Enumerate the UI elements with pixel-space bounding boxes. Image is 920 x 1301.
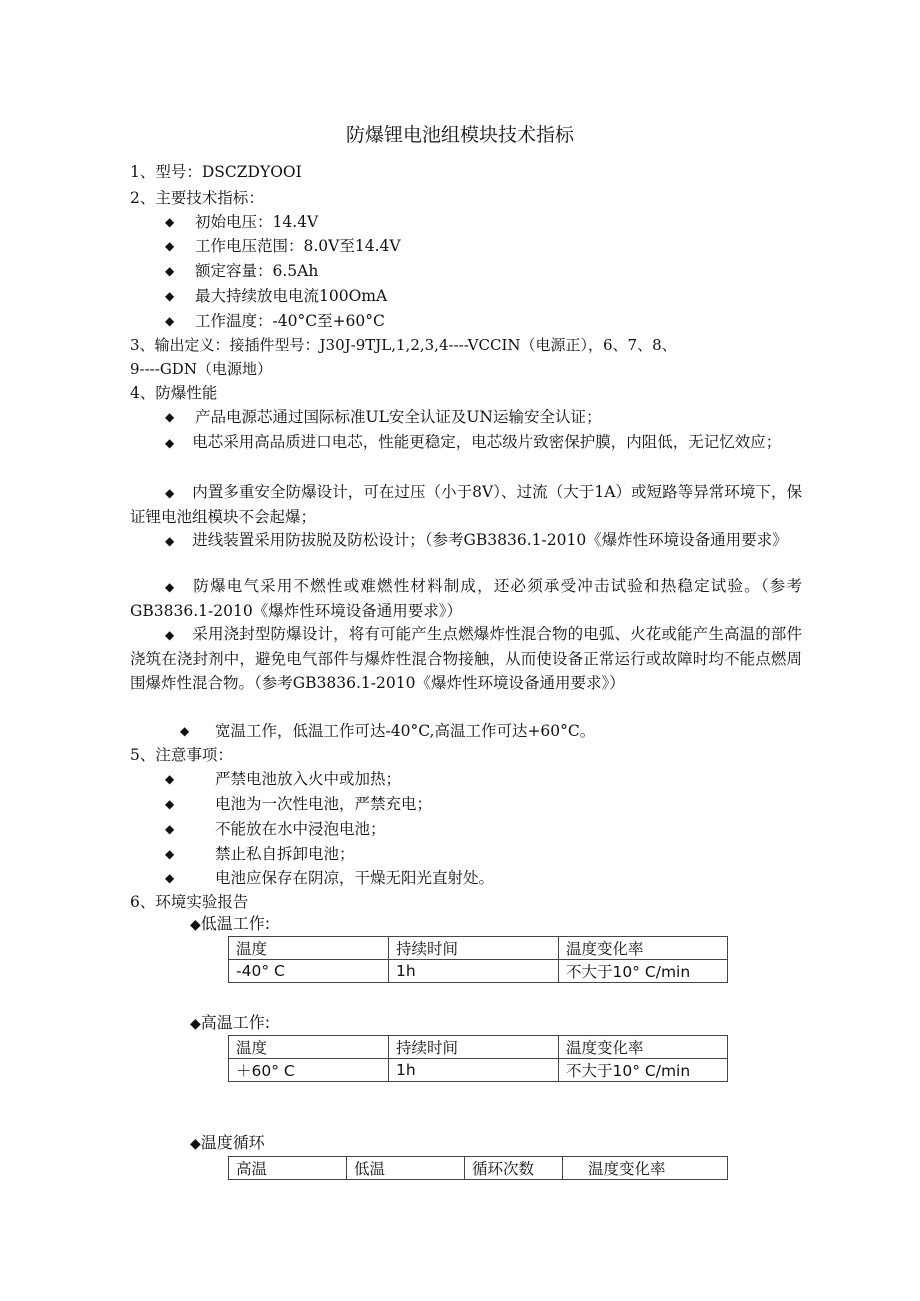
table-header-row [229, 1157, 728, 1180]
note-item: 电池为一次性电池，严禁充电； [215, 795, 433, 813]
performance-text: 电芯采用高品质进口电芯，性能更稳定，电芯级片致密保护膜，内阻低，无记忆效应； [192, 433, 782, 451]
note-item: 电池应保存在阴凉，干燥无阳光直射处。 [215, 869, 495, 887]
diamond-icon: ◆ [165, 822, 175, 836]
table-header-cell: 温度变化率 [559, 937, 728, 960]
note-item: 严禁电池放入火中或加热； [215, 770, 402, 788]
diamond-icon: ◆ [190, 1136, 201, 1152]
diamond-icon: ◆ [165, 628, 175, 642]
page-title: 防爆锂电池组模块技术指标 [345, 124, 574, 146]
cycle-table [228, 1156, 728, 1180]
table-header-cell: 低温 [347, 1157, 465, 1180]
low-temp-heading-text: 低温工作: [200, 914, 271, 933]
table-header-row [229, 1036, 728, 1059]
performance-item [130, 574, 802, 623]
table-row [229, 1059, 728, 1082]
table-header-cell: 持续时间 [389, 937, 559, 960]
high-temp-table [228, 1035, 728, 1082]
cycle-heading [190, 1131, 265, 1156]
table-header-cell: 温度变化率 [559, 1036, 728, 1059]
table-cell: ＋60° C [229, 1059, 389, 1082]
spec-item: 初始电压：14.4V [195, 213, 319, 231]
table-header-cell: 循环次数 [465, 1157, 563, 1180]
table-header-row [229, 937, 728, 960]
performance-text: 采用浇封型防爆设计，将有可能产生点燃爆炸性混合物的电弧、火花或能产生高温的部件浇筑在浇封剂中，避免电气部件与爆炸性混合物接触，从而使设备正常运行或故障时均不能点燃周围爆炸性混合物。（参考GB3836.1-2010《爆炸性环境设备通用要求》） [130, 625, 802, 692]
performance-item [130, 528, 802, 553]
diamond-icon: ◆ [165, 534, 175, 548]
table-cell: 不大于10° C/min [559, 1059, 728, 1082]
spec-item: 工作温度：-40°C至+60°C [195, 312, 385, 330]
diamond-icon: ◆ [165, 289, 175, 303]
note-item: 禁止私自拆卸电池； [215, 845, 355, 863]
performance-text: 进线装置采用防拔脱及防松设计；（参考GB3836.1-2010《爆炸性环境设备通用要求》 [192, 531, 788, 549]
performance-item: 宽温工作，低温工作可达-40°C,高温工作可达+60°C。 [215, 722, 596, 740]
table-header-cell: 高温 [229, 1157, 347, 1180]
diamond-icon: ◆ [165, 239, 175, 253]
diamond-icon: ◆ [165, 215, 175, 229]
table-cell: 不大于10° C/min [559, 960, 728, 983]
section-explosion-heading: 4、防爆性能 [130, 384, 218, 402]
performance-item: 产品电源芯通过国际标准UL安全认证及UN运输安全认证； [195, 408, 602, 426]
diamond-icon: ◆ [165, 871, 175, 885]
section-specs-heading: 2、主要技术指标： [130, 189, 264, 207]
diamond-icon: ◆ [165, 797, 175, 811]
diamond-icon: ◆ [165, 486, 175, 500]
performance-item [130, 480, 802, 529]
high-temp-heading [190, 1011, 270, 1036]
spec-item: 最大持续放电电流100OmA [195, 287, 388, 305]
section-output-line1: 3、输出定义：接插件型号：J30J-9TJL,1,2,3,4----VCCIN（电源正），6、7、8、 [130, 336, 677, 354]
table-header-cell: 温度 [229, 1036, 389, 1059]
table-header-cell: 持续时间 [389, 1036, 559, 1059]
diamond-icon: ◆ [165, 436, 175, 450]
performance-text: 内置多重安全防爆设计，可在过压（小于8V）、过流（大于1A）或短路等异常环境下，保证锂电池组模块不会起爆； [130, 483, 802, 526]
section-notes-heading: 5、注意事项： [130, 746, 233, 764]
low-temp-table [228, 936, 728, 983]
high-temp-heading-text: 高温工作: [200, 1013, 271, 1032]
table-cell: -40° C [229, 960, 389, 983]
table-row [229, 960, 728, 983]
diamond-icon: ◆ [180, 724, 190, 738]
performance-item [130, 430, 802, 455]
section-report-heading: 6、环境实验报告 [130, 893, 249, 911]
cycle-heading-text: 温度循环 [200, 1133, 265, 1152]
table-header-cell: 温度变化率 [563, 1157, 728, 1180]
diamond-icon: ◆ [165, 580, 176, 594]
diamond-icon: ◆ [165, 772, 175, 786]
spec-item: 额定容量：6.5Ah [195, 262, 319, 280]
section-output-line2: 9----GDN（电源地） [130, 360, 272, 378]
diamond-icon: ◆ [165, 410, 175, 424]
diamond-icon: ◆ [165, 847, 175, 861]
diamond-icon: ◆ [165, 314, 175, 328]
diamond-icon: ◆ [165, 264, 175, 278]
section-model: 1、型号：DSCZDYOOI [130, 163, 302, 181]
spec-item: 工作电压范围：8.0V至14.4V [195, 237, 401, 255]
diamond-icon: ◆ [190, 1016, 201, 1032]
table-cell: 1h [389, 1059, 559, 1082]
low-temp-heading [190, 912, 270, 937]
performance-text: 防爆电气采用不燃性或难燃性材料制成，还必须承受冲击试验和热稳定试验。（参考GB3836.1-2010《爆炸性环境设备通用要求》） [130, 577, 802, 620]
diamond-icon: ◆ [190, 917, 201, 933]
table-cell: 1h [389, 960, 559, 983]
performance-item [130, 622, 802, 695]
table-header-cell: 温度 [229, 937, 389, 960]
note-item: 不能放在水中浸泡电池； [215, 820, 386, 838]
